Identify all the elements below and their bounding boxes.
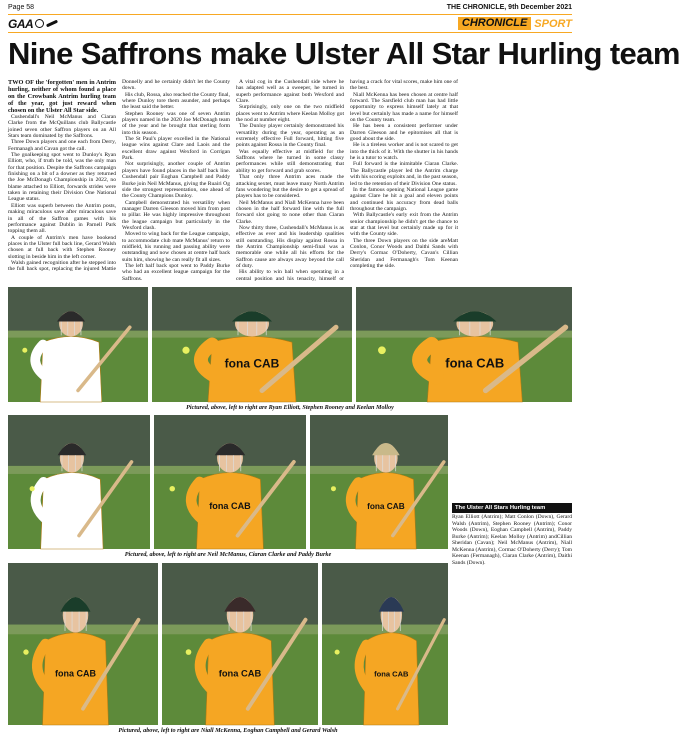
sidebar-team-list: Ryan Elliott (Antrim); Matt Conlon (Down), Gerard Walsh (Antrim), Stephen Rooney (Antrim); Conor Woods (Down), Eoghan Campbell (Antrim), Paddy Burke (Antrim); Keelan Molloy (Antrim) andCillian Sheridan (Cavan); Neil McManus (Antrim), Niall McKenna (Antrim), Cormac O'Doherty (Derry); Tom Keenan (Fermanagh), Ciaran Clarke (Antrim), Daithi Sands (Down). [452,514,572,566]
article-paragraph: A vital cog in the Cushendall side where he has adapted well as a sweeper, he turned in superb performance against both Wexford and Clare. [236,79,344,105]
article-paragraph: Now thirty three, Cushendall's McManus is as effective as ever and his leadership qualities still outstanding. His display against Rossa in the Antrim Championship semi-final was a memorable one while all his efforts for the Saffron cause are always away beyond the call of duty. [236,224,344,269]
chronicle-sport-logo [458,17,572,30]
jersey-sponsor-text: fona CAB [224,356,280,371]
hurler-illustration [356,287,572,402]
hurler-illustration [162,563,318,725]
article-paragraph: Was equally effective at midfield for the Saffrons where he turned in some classy performances while still demonstrating that ability to get forward and grab scores. [236,148,344,174]
article-paragraph: He has been a consistent performer under Darren Gleeson and he epitomises all that is good about the side. [350,123,458,143]
brand-sport: SPORT [534,17,572,30]
section-masthead [8,17,572,31]
issue-date: THE CHRONICLE, 9th December 2021 [446,4,572,11]
article-paragraph: The left half back spot went to Paddy Burke who had an excellent league campaign for the Saffrons. [122,262,230,282]
ciaran-clarke-photo [154,415,306,549]
article-paragraph: Neil McManus and Niall McKenna have been chosen in the half forward line with the full forward slot going to none other than Ciaran Clarke. [236,199,344,225]
brand-chronicle: CHRONICLE [458,17,531,30]
article-paragraph: His ability to win ball when operating in a central position and his tenacity, himself or having a crack for vital scores, make him one of the best. [236,79,458,282]
neil-mcmanus-photo [8,415,150,549]
article-lead-paragraph: TWO OF the 'forgotten' men in Antrim hurling, neither of whom found a place on the Crowbank Antrim hurling team of the year, got just reward when chosen on the Ulster All Star side. [8,79,116,114]
paddy-burke-photo [310,415,448,549]
article-paragraph: A couple of Antrim's men have bookend places in the Ulster full back line, Gerard Walsh chosen at full back with Stephen Rooney slotting in beside him in the left corner. [8,234,116,260]
article-body [8,79,572,284]
article-paragraph: Campbell demonstrated his versatility when manager Darren Gleeson moved him from post to pillar. He was highly impressive throughout the league campaign but particularly in the Wexford clash. [122,199,230,231]
article-headline: Nine Saffrons make Ulster All Star Hurling team [8,36,680,71]
sidebar-title: The Ulster All Stars Hurling team [452,503,572,513]
article-paragraph: Moved to wing back for the League campaign, to accommodate club mate McManus' return to midfield, his running and passing ability were outstanding and now chosen at centre half back suits him, showing he can really fit all sizes. [122,231,230,263]
page-number: Page 58 [8,4,35,11]
article-paragraph: With Ballycastle's early exit from the Antrim senior championship he didn't get the chance to star at that level but certainly made up for it with the County side. [350,212,458,238]
page-header [8,3,572,13]
article-paragraph: The Dunloy player certainly demonstrated his versatility during the year, operating as an extremely effective Full forward, hitting five points against Rossa in the County final. [236,123,344,149]
gaa-logo [8,17,58,30]
gaa-logo-text: GAA [8,16,34,31]
article-paragraph: Three Down players and one each from Derry, Fermanagh and Cavan got the call. [8,139,116,152]
article-paragraph: Cushendall's Neil McManus and Ciaran Clarke from the McQuillans club Ballycastle joined seven other Saffron players on an All Stars team dominated by the Saffrons. [8,114,116,140]
article-paragraph: Elliott was superb between the Antrim posts, making miraculous save after miraculous save in all of the Saffron games with his performance against Dublin in Parnell Park topping them all. [8,202,116,235]
article-paragraph: The goalkeeping spot went to Dunloy's Ryan Elliott, who, if truth be told, was the only man for that position. Despite the Saffrons campaign finishing on a bit of a downer as they returned the Joe McDonagh Championship in 2022, no blame attached to Elliott, forwards strides were taken in retaining their Division One National League status. [8,152,116,203]
hurler-illustration [8,287,148,402]
article-paragraph: The three Down players on the side areMatt Conlon, Conor Woods and Daithi Sands with Derry's Cormac O'Doherty, Cavan's Cillian Sheridan and Fermanagh's Tom Keenan completing the side. [350,237,458,269]
sliotar-icon [35,19,44,28]
article-paragraph: Full forward is the inimitable Ciaran Clarke. The Ballycastle player led the Antrim charge with his scoring exploits and, in the past season, led to the retention of their Division One status. [350,161,458,187]
article-paragraph: The St Paul's player excelled in the National league wins against Clare and Laois and the excellent draw against Wexford in Corrigan Park. [122,136,230,162]
gerard-walsh-photo [322,563,448,725]
article-paragraph: That only three Antrim aces made the attacking sextet, must leave many North Antrim fans wondering but the desire to get a spread of players has to be considered. [236,174,344,200]
stephen-rooney-photo [152,287,352,402]
article-paragraph: Walsh gained recognition after he stepped into the full back spot, replacing the injured Mattie Donnelly and he certainly didn't let the County down. [8,79,230,273]
niall-mckenna-photo [8,563,158,725]
photo-caption-row1: Pictured, above, left to right are Ryan Elliott, Stephen Rooney and Keelan Molloy [186,404,394,411]
jersey-sponsor-text: fona CAB [55,668,96,679]
hurler-illustration [154,415,306,549]
article-paragraph: In the famous opening National League game against Clare he hit a goal and eleven points and continued his accuracy from dead balls throughout the campaign. [350,186,458,212]
jersey-sponsor-text: fona CAB [218,668,262,679]
hurler-illustration [310,415,448,549]
ryan-elliott-photo [8,287,148,402]
photo-caption-row3: Pictured, above, left to right are Niall McKenna, Eoghan Campbell and Gerard Walsh [118,727,338,734]
keelan-molloy-photo [356,287,572,402]
hurler-illustration [152,287,352,402]
eoghan-campbell-photo [162,563,318,725]
article-paragraph: Not surprisingly, another couple of Antrim players have found places in the half back line. Cushendall pair Eoghan Campbell and Paddy Burke join Neil McManus, giving the Ruairi Og side the strongest representation, one ahead of the County Champions Dunloy. [122,161,230,200]
jersey-sponsor-text: fona CAB [367,501,405,511]
hurler-illustration [322,563,448,725]
article-paragraph: Surprisingly, only one on the two midfield places went to Antrim where Keelan Molloy got the nod at number eight. [236,104,344,124]
hurler-illustration [8,563,158,725]
jersey-sponsor-text: fona CAB [374,669,409,679]
jersey-sponsor-text: fona CAB [445,355,505,371]
photo-caption-row2: Pictured, above, left to right are Neil McManus, Ciaran Clarke and Paddy Burke [124,551,332,558]
article-paragraph: He is a tireless worker and is not scared to get into the thick of it. With the shutter in his hands he is a tutor to watch. [350,142,458,162]
article-paragraph: Stephen Rooney was one of seven Antrim players named in the 2020 Joe McDonagh team of the year and he brought that sterling form into this season. [122,110,230,136]
header-divider [8,14,572,15]
hurley-icon [46,20,58,28]
jersey-sponsor-text: fona CAB [209,500,251,511]
hurler-illustration [8,415,150,549]
article-paragraph: Niall McKenna has been chosen at centre half forward. The Sarsfield club man has had little opportunity to express himself lately at that level but certainly has made a name for himself on the County team. [350,91,458,124]
article-paragraph: His club, Rossa, also reached the County final, where Dunloy tore them asunder, and perhaps the least said the better. [122,91,230,111]
